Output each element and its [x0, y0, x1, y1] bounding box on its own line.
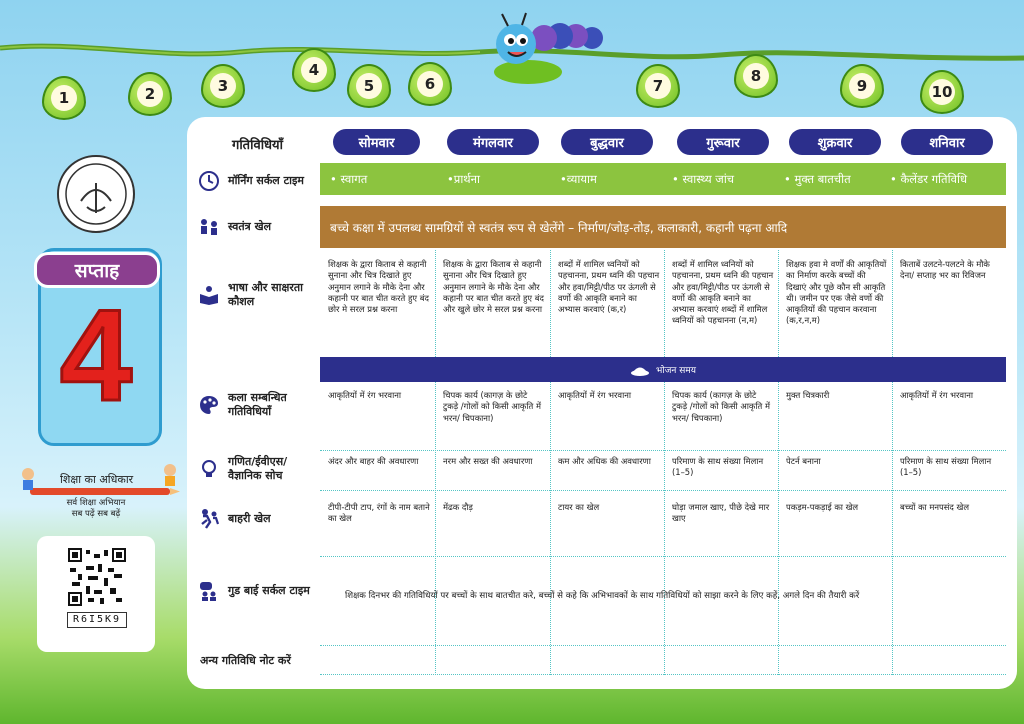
free-play-bar: बच्चे कक्षा में उपलब्ध सामग्रियों से स्वतंत्र रूप से खेलेंगे – निर्माण/जोड़-तोड़, कलाकारी, कहानी पढ़ना आदि: [320, 206, 1006, 248]
art-cell-monday: आकृतियों में रंग भरवाना: [328, 390, 402, 400]
leaf-label: 4: [301, 57, 327, 83]
language-cell-monday: शिक्षक के द्वारा किताब से कहानी सुनाना और चित्र दिखाते हुए अनुमान लगाने के मौके देना और कहानी पर बात चीत करते हुए बंद छोर मे सरल प्रश्न करना: [328, 259, 429, 315]
language-cell-wednesday: शब्दों में शामिल ध्वनियों को पहचानना, प्रथम ध्वनि की पहचान और हवा/मिट्टी/पीठ पर ऊंगली से वर्णो की आकृति बनाने का अभ्यास करवाएं (क,र): [558, 259, 660, 315]
row-label: अन्य गतिविधि नोट करें: [200, 654, 291, 667]
leaf-number-1: [42, 76, 86, 120]
running-kids-icon: [198, 508, 220, 530]
art-cell-saturday: आकृतियों में रंग भरवाना: [900, 390, 974, 400]
day-monday: सोमवार: [333, 129, 420, 155]
row-goodbye-circle: [190, 574, 318, 608]
lunch-label: भोजन समय: [656, 366, 696, 376]
row-label: कला सम्बन्धित गतिविधियाँ: [228, 391, 287, 418]
math-cell-tuesday: नरम और सख्त की अवधारणा: [443, 456, 533, 466]
leaf-label: 7: [645, 73, 671, 99]
leaf-number-7: [636, 64, 680, 108]
kids-playing-icon: [198, 216, 220, 238]
leaf-label: 8: [743, 63, 769, 89]
language-cell-saturday: किताबें उलटने-पलटने के मौके देना/ सप्ताह भर का रिविजन: [900, 259, 990, 281]
morning-cell-saturday: • कैलेंडर गतिविधि: [890, 172, 968, 186]
row-label: बाहरी खेल: [228, 512, 271, 525]
sarva-shiksha-line1: सर्व शिक्षा अभियान: [66, 498, 126, 508]
day-friday: शुक्रवार: [789, 129, 881, 155]
language-cell-tuesday: शिक्षक के द्वारा किताब से कहानी सुनाना और चित्र दिखाते हुए अनुमान लगाने के मौके देना और कहानी पर बात चीत करते हुए बंद और खुले छोर मे सरल प्रश्न करना: [443, 259, 544, 315]
leaf-number-6: [408, 62, 452, 106]
leaf-label: 3: [210, 73, 236, 99]
leaf-number-9: [840, 64, 884, 108]
meal-plate-icon: [630, 363, 650, 377]
week-label: सप्ताह: [34, 252, 160, 288]
art-cell-wednesday: आकृतियों में रंग भरवाना: [558, 390, 632, 400]
leaf-number-2: [128, 72, 172, 116]
leaf-number-3: [201, 64, 245, 108]
sarva-shiksha-line2: सब पढ़ें सब बढ़ें: [71, 509, 121, 519]
reading-icon: [198, 284, 220, 306]
lunch-bar: [320, 357, 1006, 382]
morning-cell-thursday: • स्वास्थ्य जांच: [672, 172, 735, 186]
row-notes: [200, 652, 320, 670]
leaf-label: 5: [356, 73, 382, 99]
art-cell-friday: मुक्त चित्रकारी: [786, 390, 830, 400]
clock-icon: [198, 170, 220, 192]
outdoor-cell-friday: पकड़म-पकड़ाई का खेल: [786, 502, 859, 512]
leaf-number-5: [347, 64, 391, 108]
math-cell-monday: अंदर और बाहर की अवधारणा: [328, 456, 419, 466]
morning-cell-friday: • मुक्त बातचीत: [784, 172, 851, 186]
palette-icon: [198, 394, 220, 416]
outdoor-cell-monday: टीपी-टीपी टाप, रंगों के नाम बताने का खेल: [328, 502, 430, 524]
row-outdoor: [190, 506, 318, 532]
goodbye-text: शिक्षक दिनभर की गतिविधियों पर बच्चों के साथ बातचीत करे, बच्चों से कहे कि अभिभावकों के साथ गतिविधियों को साझा करने के लिए कहें, अगले दिन की तैयारी करें: [345, 591, 860, 601]
math-cell-thursday: परिमाण के साथ संख्या मिलान (1–5): [672, 456, 764, 478]
day-saturday: शनिवार: [901, 129, 993, 155]
outdoor-cell-tuesday: मेंढक दौड़: [443, 502, 473, 512]
day-tuesday: मंगलवार: [447, 129, 539, 155]
qr-code[interactable]: [68, 548, 126, 606]
leaf-label: 1: [51, 85, 77, 111]
leaf-number-10: [920, 70, 964, 114]
notes-cells[interactable]: [320, 645, 1006, 676]
language-cell-thursday: शब्दों में शामिल ध्वनियों को पहचानना, प्रथम ध्वनि की पहचान और हवा/मिट्टी/पीठ पर ऊंगली से वर्णो की आकृति बनाने का अभ्यास करवाएं शब्दों में शामिल ध्वनियों को पहचानना (न,म): [672, 259, 774, 326]
day-wednesday: बुद्धवार: [561, 129, 653, 155]
row-art: [190, 388, 318, 422]
leaf-number-8: [734, 54, 778, 98]
chat-people-icon: [198, 580, 220, 602]
outdoor-cell-saturday: बच्चों का मनपसंद खेल: [900, 502, 970, 512]
row-label: मॉर्निंग सर्कल टाइम: [228, 174, 304, 187]
math-cell-wednesday: कम और अधिक की अवधारणा: [558, 456, 651, 466]
lightbulb-icon: [198, 458, 220, 480]
leaf-label: 9: [849, 73, 875, 99]
caterpillar-illustration: [488, 10, 618, 90]
row-label: गुड बाई सर्कल टाइम: [228, 584, 310, 597]
up-government-emblem: [57, 155, 135, 233]
art-cell-tuesday: चिपक कार्य (कागज़ के छोटे टुकड़े /गोलों को किसी आकृति में भरन/ चिपकाना): [443, 390, 541, 423]
row-label: स्वतंत्र खेल: [228, 220, 272, 233]
leaf-label: 2: [137, 81, 163, 107]
row-language: [190, 278, 318, 312]
math-cell-saturday: परिमाण के साथ संख्या मिलान (1–5): [900, 456, 992, 478]
right-to-education-title: शिक्षा का अधिकार: [60, 473, 134, 486]
row-label: भाषा और साक्षरता कौशल: [228, 281, 303, 308]
qr-code-label: R6I5K9: [67, 612, 127, 628]
activities-header: गतिविधियाँ: [232, 138, 283, 153]
week-number: 4: [59, 282, 133, 428]
row-label: गणित/ईवीएस/ वैज्ञानिक सोच: [228, 455, 288, 482]
sarva-shiksha-text: [48, 498, 144, 520]
math-cell-friday: पेटर्न बनाना: [786, 456, 821, 466]
morning-cell-wednesday: •व्यायाम: [560, 172, 597, 186]
outdoor-cell-wednesday: टायर का खेल: [558, 502, 600, 512]
day-thursday: गुरूवार: [677, 129, 769, 155]
morning-cell-tuesday: •प्रार्थना: [447, 172, 481, 186]
morning-cell-monday: • स्वागत: [330, 172, 368, 186]
outdoor-cell-thursday: घोड़ा जमाल खाए, पीछे देखे मार खाए: [672, 502, 770, 524]
leaf-label: 6: [417, 71, 443, 97]
art-cell-thursday: चिपक कार्य (कागज़ के छोटे टुकड़े /गोलों को किसी आकृति में भरन/ चिपकाना): [672, 390, 770, 423]
leaf-label: 10: [929, 79, 955, 105]
row-morning-circle: [190, 166, 318, 196]
language-cell-friday: शिक्षक हवा मे वर्णों की आकृतियों का निर्माण करके बच्चों की दिखाएं और पूछे कौन सी आकृति थी। जमीन पर एक जैसे वर्णो की आकृतियों की पहचान करवाना (क,र,न,म): [786, 259, 887, 326]
row-free-play: [190, 214, 318, 240]
leaf-number-4: [292, 48, 336, 92]
row-math-evs: [190, 452, 318, 486]
